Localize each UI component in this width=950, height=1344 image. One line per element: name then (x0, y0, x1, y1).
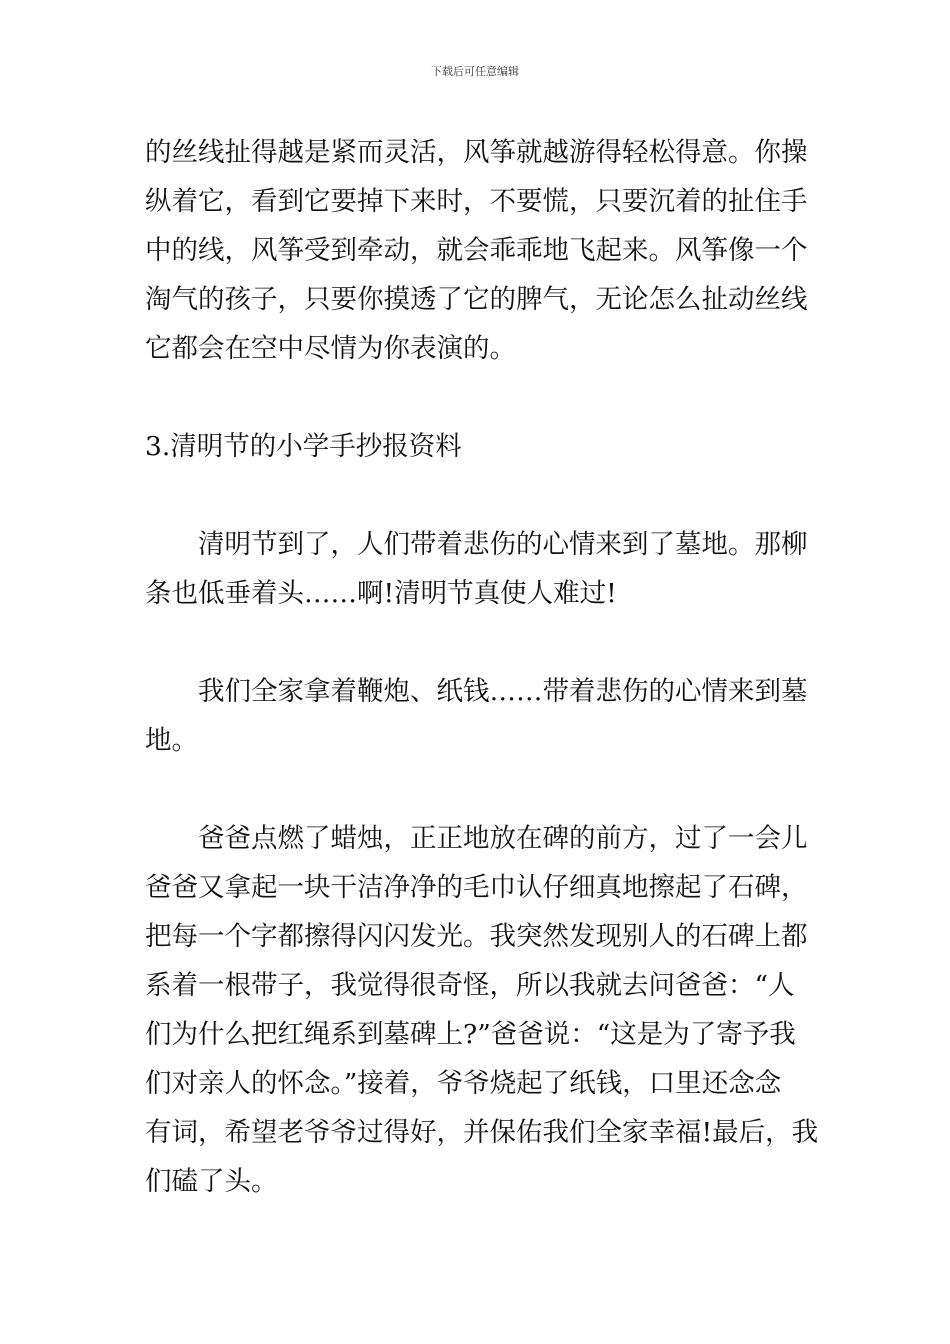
text-line: 中的线，风筝受到牵动，就会乖乖地飞起来。风筝像一个 (145, 235, 808, 266)
paragraph-family (145, 667, 807, 765)
text-line: 爸爸点燃了蜡烛，正正地放在碑的前方，过了一会儿 (198, 823, 808, 854)
section-heading: 3.清明节的小学手抄报资料 (145, 431, 462, 462)
text-line: 清明节到了，人们带着悲伤的心情来到了墓地。那柳 (198, 529, 808, 560)
paragraph-gap (145, 373, 807, 422)
paragraph-qingming-arrival (145, 520, 807, 618)
text-line: 我们全家拿着鞭炮、纸钱……带着悲伤的心情来到墓 (198, 676, 808, 707)
text-line: 把每一个字都擦得闪闪发光。我突然发现别人的石碑上都 (145, 921, 808, 952)
text-line: 纵着它，看到它要掉下来时，不要慌，只要沉着的扯住手 (145, 186, 808, 217)
document-body (145, 128, 819, 1206)
paragraph-gap (145, 471, 807, 520)
text-line: 条也低垂着头……啊!清明节真使人难过! (145, 578, 617, 609)
text-line: 爸爸又拿起一块干洁净净的毛巾认仔细真地擦起了石碑， (145, 872, 808, 903)
page-header: 下载后可任意编辑 (431, 65, 519, 78)
text-line: 地。 (145, 725, 198, 756)
text-line: 们对亲人的怀念。”接着，爷爷烧起了纸钱，口里还念念 (145, 1068, 782, 1099)
paragraph-kite (145, 128, 807, 373)
text-line: 们磕了头。 (145, 1166, 278, 1197)
text-line: 有词，希望老爷爷过得好，并保佑我们全家幸福!最后，我 (145, 1117, 819, 1148)
paragraph-tombstone (145, 814, 819, 1206)
paragraph-gap (145, 618, 807, 667)
text-line: 的丝线扯得越是紧而灵活，风筝就越游得轻松得意。你操 (145, 137, 808, 168)
text-line: 淘气的孩子，只要你摸透了它的脾气，无论怎么扯动丝线 (145, 284, 808, 315)
text-line: 系着一根带子，我觉得很奇怪，所以我就去问爸爸：“人 (145, 970, 795, 1001)
text-line: 们为什么把红绳系到墓碑上?”爸爸说：“这是为了寄予我 (145, 1019, 796, 1050)
text-line: 它都会在空中尽情为你表演的。 (145, 333, 516, 364)
paragraph-gap (145, 765, 807, 814)
